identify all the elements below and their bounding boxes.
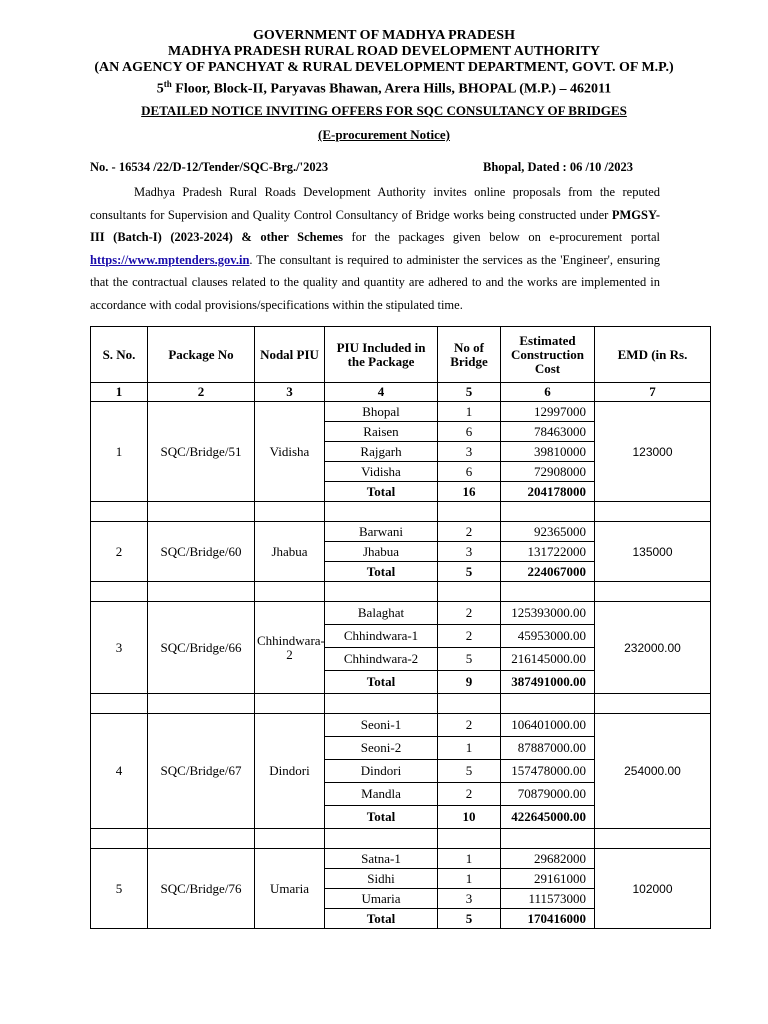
piu-name: Balaghat	[325, 602, 438, 625]
spacer-cell	[255, 582, 325, 602]
piu-name: Chhindwara-2	[325, 648, 438, 671]
header-line-authority: MADHYA PRADESH RURAL ROAD DEVELOPMENT AUTHORITY	[167, 44, 601, 59]
reference-number: No. - 16534 /22/D-12/Tender/SQC-Brg./'2023	[90, 160, 329, 174]
total-bridges: 5	[438, 562, 501, 582]
notice-body	[90, 181, 660, 316]
estimated-cost: 39810000	[501, 442, 595, 462]
total-bridges: 9	[438, 671, 501, 694]
bridge-count: 3	[438, 889, 501, 909]
nodal-piu: Vidisha	[255, 402, 325, 502]
nodal-piu: Jhabua	[255, 522, 325, 582]
header-line-agency: (AN AGENCY OF PANCHYAT & RURAL DEVELOPMENT DEPARTMENT, GOVT. OF M.P.)	[94, 60, 674, 75]
body-scheme: PMGSY-III (Batch-I) (2023-2024) & other Schemes	[90, 207, 660, 244]
spacer-cell	[501, 502, 595, 522]
col-number: 3	[255, 383, 325, 402]
nodal-piu: Umaria	[255, 849, 325, 929]
address-floor: 5	[156, 81, 164, 97]
bridge-count: 2	[438, 783, 501, 806]
total-bridges: 16	[438, 482, 501, 502]
spacer-cell	[438, 694, 501, 714]
bridge-count: 2	[438, 714, 501, 737]
piu-name: Dindori	[325, 760, 438, 783]
estimated-cost: 92365000	[501, 522, 595, 542]
piu-name: Seoni-1	[325, 714, 438, 737]
bridge-count: 6	[438, 422, 501, 442]
estimated-cost: 131722000	[501, 542, 595, 562]
spacer-cell	[325, 502, 438, 522]
total-label: Total	[325, 482, 438, 502]
spacer-cell	[148, 582, 255, 602]
col-number: 2	[148, 383, 255, 402]
estimated-cost: 125393000.00	[501, 602, 595, 625]
spacer-cell	[91, 829, 148, 849]
spacer-cell	[595, 502, 711, 522]
package-number: SQC/Bridge/76	[148, 849, 255, 929]
estimated-cost: 29161000	[501, 869, 595, 889]
spacer-cell	[595, 694, 711, 714]
spacer-cell	[255, 694, 325, 714]
emd-amount: 232000.00	[595, 602, 711, 694]
total-cost: 224067000	[501, 562, 595, 582]
body-text-1: Madhya Pradesh Rural Roads Development Authority invites online proposals from the reputed consultants for Supervision and Quality Control Consultancy of Bridge works being constructed under	[90, 185, 660, 222]
piu-name: Satna-1	[325, 849, 438, 869]
piu-name: Mandla	[325, 783, 438, 806]
header-emd: EMD (in Rs.	[595, 327, 711, 383]
spacer-cell	[255, 502, 325, 522]
col-number: 4	[325, 383, 438, 402]
total-label: Total	[325, 562, 438, 582]
package-sno: 5	[91, 849, 148, 929]
notice-title: DETAILED NOTICE INVITING OFFERS FOR SQC CONSULTANCY OF BRIDGES	[141, 103, 627, 118]
header-estimated-cost: Estimated Construction Cost	[501, 327, 595, 383]
col-number: 1	[91, 383, 148, 402]
total-cost: 170416000	[501, 909, 595, 929]
piu-name: Vidisha	[325, 462, 438, 482]
body-text-2: for the packages given below on e-procurement portal	[342, 230, 660, 244]
bridge-count: 1	[438, 402, 501, 422]
package-number: SQC/Bridge/51	[148, 402, 255, 502]
table-row	[91, 714, 711, 737]
total-cost: 387491000.00	[501, 671, 595, 694]
spacer-cell	[91, 694, 148, 714]
package-sno: 1	[91, 402, 148, 502]
nodal-piu: Dindori	[255, 714, 325, 829]
spacer-cell	[501, 694, 595, 714]
spacer-cell	[438, 829, 501, 849]
estimated-cost: 70879000.00	[501, 783, 595, 806]
address-floor-suffix: th	[163, 79, 172, 89]
piu-name: Rajgarh	[325, 442, 438, 462]
spacer-cell	[501, 829, 595, 849]
bridge-count: 3	[438, 442, 501, 462]
spacer-row	[91, 829, 711, 849]
col-number: 5	[438, 383, 501, 402]
package-number: SQC/Bridge/60	[148, 522, 255, 582]
bridge-count: 5	[438, 648, 501, 671]
header-piu-included: PIU Included in the Package	[325, 327, 438, 383]
estimated-cost: 216145000.00	[501, 648, 595, 671]
table-row	[91, 849, 711, 869]
table-row	[91, 522, 711, 542]
piu-name: Raisen	[325, 422, 438, 442]
spacer-cell	[438, 502, 501, 522]
emd-amount: 135000	[595, 522, 711, 582]
emd-amount: 254000.00	[595, 714, 711, 829]
estimated-cost: 29682000	[501, 849, 595, 869]
col-number: 6	[501, 383, 595, 402]
spacer-cell	[325, 829, 438, 849]
header-no-of-bridge: No of Bridge	[438, 327, 501, 383]
estimated-cost: 72908000	[501, 462, 595, 482]
spacer-cell	[148, 829, 255, 849]
header-sno: S. No.	[91, 327, 148, 383]
spacer-row	[91, 694, 711, 714]
spacer-cell	[148, 694, 255, 714]
spacer-cell	[325, 694, 438, 714]
spacer-cell	[595, 582, 711, 602]
piu-name: Sidhi	[325, 869, 438, 889]
header-package: Package No	[148, 327, 255, 383]
estimated-cost: 45953000.00	[501, 625, 595, 648]
estimated-cost: 157478000.00	[501, 760, 595, 783]
bridge-count: 1	[438, 869, 501, 889]
bridge-count: 6	[438, 462, 501, 482]
piu-name: Jhabua	[325, 542, 438, 562]
piu-name: Umaria	[325, 889, 438, 909]
address-rest: Floor, Block-II, Paryavas Bhawan, Arera Hills, BHOPAL (M.P.) – 462011	[171, 81, 612, 97]
emd-amount: 123000	[595, 402, 711, 502]
column-number-row	[91, 383, 711, 402]
notice-subtitle: (E-procurement Notice)	[317, 127, 450, 142]
spacer-cell	[255, 829, 325, 849]
total-label: Total	[325, 806, 438, 829]
spacer-cell	[91, 582, 148, 602]
package-number: SQC/Bridge/67	[148, 714, 255, 829]
bridge-count: 1	[438, 737, 501, 760]
total-cost: 422645000.00	[501, 806, 595, 829]
piu-name: Chhindwara-1	[325, 625, 438, 648]
col-number: 7	[595, 383, 711, 402]
spacer-cell	[501, 582, 595, 602]
spacer-cell	[325, 582, 438, 602]
piu-name: Seoni-2	[325, 737, 438, 760]
bridge-count: 2	[438, 625, 501, 648]
header-line-address	[0, 76, 768, 98]
package-number: SQC/Bridge/66	[148, 602, 255, 694]
total-bridges: 10	[438, 806, 501, 829]
spacer-cell	[148, 502, 255, 522]
table-row	[91, 402, 711, 422]
body-text-3: . The consultant is required to administer the services as the 'Engineer', ensuring that the contractual clauses related to the quality and quantity are adhered to and the works are implemented in accordance with codal provisions/specifications within the stipulated time.	[90, 252, 660, 312]
estimated-cost: 78463000	[501, 422, 595, 442]
package-sno: 3	[91, 602, 148, 694]
table-row	[91, 602, 711, 625]
portal-link[interactable]: https://www.mptenders.gov.in	[90, 252, 250, 267]
spacer-cell	[438, 582, 501, 602]
estimated-cost: 87887000.00	[501, 737, 595, 760]
spacer-cell	[595, 829, 711, 849]
spacer-cell	[91, 502, 148, 522]
estimated-cost: 111573000	[501, 889, 595, 909]
bridge-count: 2	[438, 602, 501, 625]
header-nodal-piu: Nodal PIU	[255, 327, 325, 383]
emd-amount: 102000	[595, 849, 711, 929]
reference-date: Bhopal, Dated : 06 /10 /2023	[483, 160, 634, 174]
bridge-count: 5	[438, 760, 501, 783]
total-label: Total	[325, 671, 438, 694]
bridge-count: 2	[438, 522, 501, 542]
package-sno: 4	[91, 714, 148, 829]
bridge-count: 1	[438, 849, 501, 869]
packages-table	[90, 326, 711, 929]
estimated-cost: 12997000	[501, 402, 595, 422]
reference-line	[90, 160, 660, 175]
nodal-piu: Chhindwara-2	[255, 602, 325, 694]
package-sno: 2	[91, 522, 148, 582]
estimated-cost: 106401000.00	[501, 714, 595, 737]
piu-name: Bhopal	[325, 402, 438, 422]
spacer-row	[91, 582, 711, 602]
piu-name: Barwani	[325, 522, 438, 542]
bridge-count: 3	[438, 542, 501, 562]
header-line-government: GOVERNMENT OF MADHYA PRADESH	[252, 28, 515, 43]
spacer-row	[91, 502, 711, 522]
table-header-row	[91, 327, 711, 383]
total-label: Total	[325, 909, 438, 929]
total-cost: 204178000	[501, 482, 595, 502]
total-bridges: 5	[438, 909, 501, 929]
